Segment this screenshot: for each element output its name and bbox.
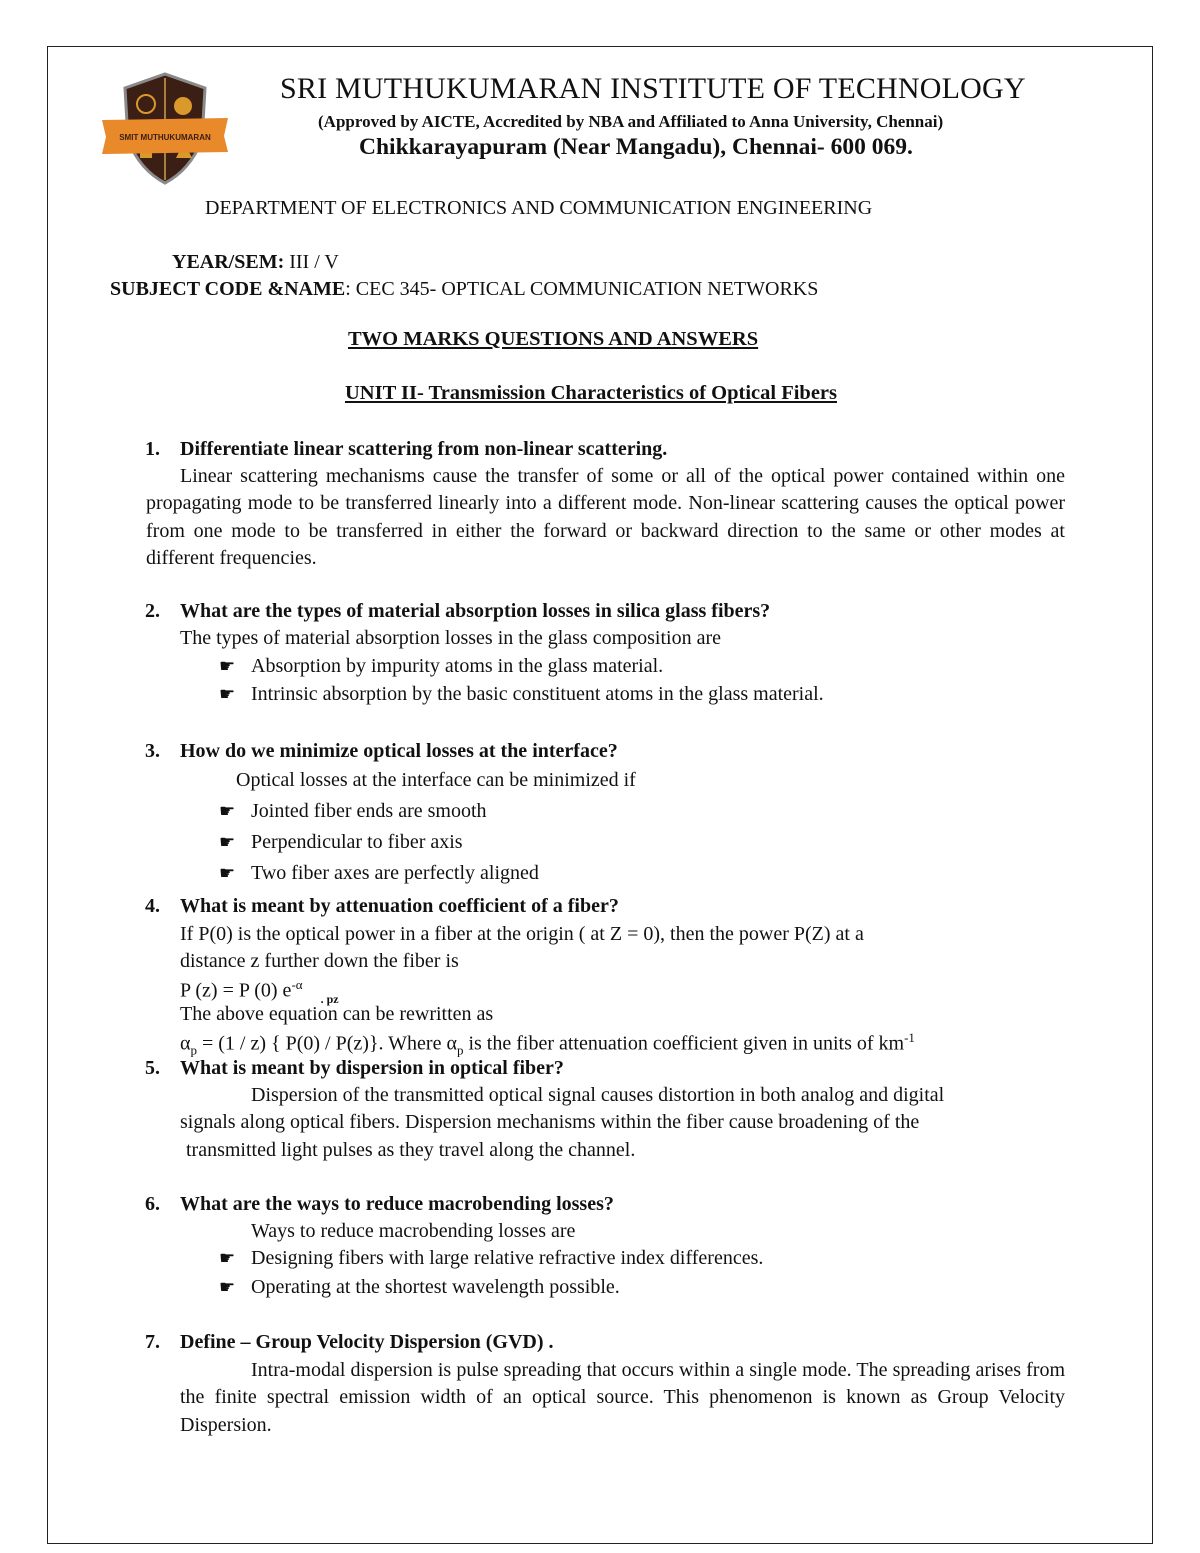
pointing-hand-bullet-icon: ☛	[219, 832, 236, 853]
list-item: Perpendicular to fiber axis	[251, 831, 463, 853]
list-item: Designing fibers with large relative refractive index differences.	[251, 1247, 764, 1269]
alpha-symbol: α	[180, 1032, 191, 1055]
alpha-subscript: p	[190, 1042, 197, 1058]
institute-logo	[100, 70, 230, 186]
pointing-hand-bullet-icon: ☛	[219, 656, 236, 677]
answer-7: Intra-modal dispersion is pulse spreading that occurs within a single mode. The spreading arises from the finite spectral emission width of an optical source. This phenomenon is known as Group Velocity Dispersion.	[180, 1359, 1065, 1436]
subject-label: SUBJECT CODE &NAME	[110, 278, 346, 300]
equation-1-exponent: -α	[291, 977, 303, 992]
pointing-hand-bullet-icon: ☛	[219, 863, 236, 884]
subject-value: : CEC 345- OPTICAL COMMUNICATION NETWORKS	[345, 278, 819, 300]
pointing-hand-bullet-icon: ☛	[219, 801, 236, 822]
list-item: Operating at the shortest wavelength possible.	[251, 1276, 620, 1298]
question-number: 4.	[145, 895, 160, 917]
answer-1: Linear scattering mechanisms cause the transfer of some or all of the optical power contained within one propagating mode to be transferred linearly into a different mode. Non-linear scattering causes the optical power from one mode to be transferred in either the forward or backward direction to the same or other modes at different frequencies.	[146, 465, 1065, 569]
list-item: Absorption by impurity atoms in the glass material.	[251, 655, 664, 677]
answer-5-line: Dispersion of the transmitted optical signal causes distortion in both analog and digital	[251, 1084, 945, 1106]
question-number: 2.	[145, 600, 160, 622]
equation-2	[180, 1030, 915, 1059]
question-6: What are the ways to reduce macrobending losses?	[180, 1193, 614, 1215]
pointing-hand-bullet-icon: ☛	[219, 684, 236, 705]
question-number: 3.	[145, 740, 160, 762]
question-4: What is meant by attenuation coefficient of a fiber?	[180, 895, 619, 917]
department-name: DEPARTMENT OF ELECTRONICS AND COMMUNICATION ENGINEERING	[205, 197, 873, 219]
subject-line	[110, 278, 818, 301]
list-item: Jointed fiber ends are smooth	[251, 800, 487, 822]
question-5: What is meant by dispersion in optical fiber?	[180, 1057, 564, 1079]
list-item: Intrinsic absorption by the basic constituent atoms in the glass material.	[251, 683, 824, 705]
list-item: Two fiber axes are perfectly aligned	[251, 862, 539, 884]
year-sem	[172, 251, 339, 274]
answer-3-intro: Optical losses at the interface can be minimized if	[236, 769, 636, 791]
equation-1	[180, 977, 339, 1006]
answer-5-line: signals along optical fibers. Dispersion mechanisms within the fiber cause broadening of the	[180, 1111, 920, 1133]
unit-title: UNIT II- Transmission Characteristics of Optical Fibers	[345, 382, 837, 404]
equation-2-middle: = (1 / z) { P(0) / P(z)}. Where α	[196, 1032, 457, 1055]
alpha-subscript: p	[456, 1042, 464, 1058]
equation-1-base: P (z) = P (0) e	[180, 979, 292, 1002]
question-3: How do we minimize optical losses at the interface?	[180, 740, 618, 762]
pointing-hand-bullet-icon: ☛	[219, 1277, 236, 1298]
equation-1-tail: . pz	[320, 991, 339, 1006]
question-number: 6.	[145, 1193, 160, 1215]
question-number: 1.	[145, 438, 160, 460]
unit-exponent: -1	[904, 1030, 915, 1045]
answer-6-intro: Ways to reduce macrobending losses are	[251, 1220, 576, 1242]
equation-2-end: is the fiber attenuation coefficient given in units of km	[463, 1032, 905, 1055]
answer-5-line: transmitted light pulses as they travel along the channel.	[186, 1139, 636, 1161]
pointing-hand-bullet-icon: ☛	[219, 1248, 236, 1269]
answer-4-line: distance z further down the fiber is	[180, 950, 459, 972]
year-sem-label: YEAR/SEM:	[172, 251, 285, 273]
sun-emblem-icon	[174, 97, 192, 115]
question-7: Define – Group Velocity Dispersion (GVD) .	[180, 1331, 554, 1353]
section-title: TWO MARKS QUESTIONS AND ANSWERS	[348, 328, 759, 350]
year-sem-value: III / V	[284, 251, 339, 273]
answer-4-line: If P(0) is the optical power in a fiber at the origin ( at Z = 0), then the power P(Z) at a	[180, 923, 864, 945]
answer-2-intro: The types of material absorption losses in the glass composition are	[180, 627, 721, 649]
approval-line: (Approved by AICTE, Accredited by NBA and Affiliated to Anna University, Chennai)	[318, 112, 944, 131]
institute-name: SRI MUTHUKUMARAN INSTITUTE OF TECHNOLOGY	[280, 72, 1026, 105]
logo-text: SMIT MUTHUKUMARAN	[119, 133, 211, 142]
question-1: Differentiate linear scattering from non-linear scattering.	[180, 438, 668, 460]
question-number: 5.	[145, 1057, 160, 1079]
question-2: What are the types of material absorption losses in silica glass fibers?	[180, 600, 771, 622]
question-number: 7.	[145, 1331, 160, 1353]
answer-4-line: The above equation can be rewritten as	[180, 1003, 494, 1025]
address-line: Chikkarayapuram (Near Mangadu), Chennai- 600 069.	[359, 134, 913, 160]
